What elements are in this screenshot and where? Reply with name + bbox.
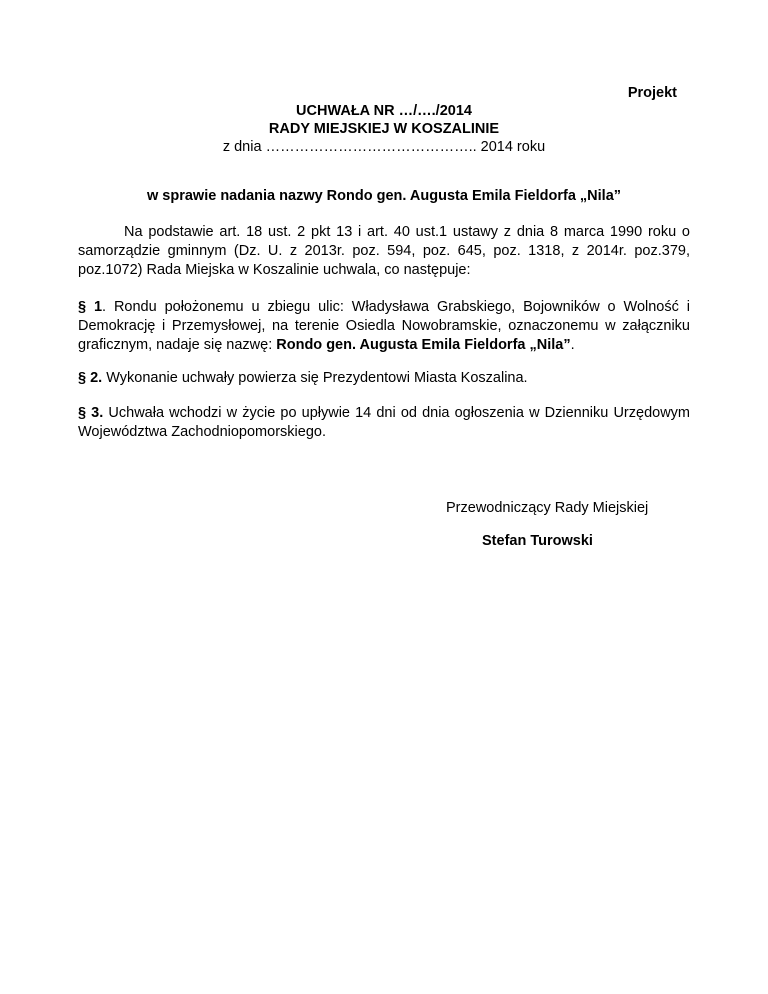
paragraph-3-label: § 3. [78, 405, 104, 421]
paragraph-3 [78, 404, 690, 442]
paragraph-1-end: . [570, 337, 575, 353]
roundabout-name: Rondo gen. Augusta Emila Fieldorfa „Nila” [276, 337, 571, 353]
paragraph-2-label: § 2. [78, 370, 103, 386]
paragraph-1 [78, 298, 690, 355]
signatory-name: Stefan Turowski [482, 533, 593, 549]
council-name: RADY MIEJSKIEJ W KOSZALINIE [268, 121, 500, 137]
paragraph-1-text: . Rondu położonemu u zbiegu ulic: Władysława Grabskiego, Bojowników o Wolność i Demokrację i Przemysłowej, na terenie Osiedla Nowobramskie, oznaczonemu w załączniku graficznym, nadaje się nazwę: [78, 299, 690, 353]
resolution-date: z dnia …………………………………….. 2014 roku [222, 139, 546, 155]
resolution-subject: w sprawie nadania nazwy Rondo gen. Augusta Emila Fieldorfa „Nila” [146, 188, 622, 204]
resolution-header [78, 102, 690, 156]
paragraph-1-label: § 1 [78, 299, 103, 315]
paragraph-2 [78, 369, 690, 388]
paragraph-3-text: Uchwała wchodzi w życie po upływie 14 dni od dnia ogłoszenia w Dzienniku Urzędowym Województwa Zachodniopomorskiego. [78, 405, 690, 440]
preamble: Na podstawie art. 18 ust. 2 pkt 13 i art. 40 ust.1 ustawy z dnia 8 marca 1990 roku o samorządzie gminnym (Dz. U. z 2013r. poz. 594, poz. 645, poz. 1318, z 2014r. poz.379, poz.1072) Rada Miejska w Koszalinie uchwala, co następuje: [78, 224, 690, 278]
signatory-title: Przewodniczący Rady Miejskiej [446, 500, 649, 516]
resolution-number: UCHWAŁA NR …/…./2014 [296, 103, 472, 119]
document-status: Projekt [627, 85, 677, 101]
paragraph-2-text: Wykonanie uchwały powierza się Prezydentowi Miasta Koszalina. [102, 370, 528, 386]
